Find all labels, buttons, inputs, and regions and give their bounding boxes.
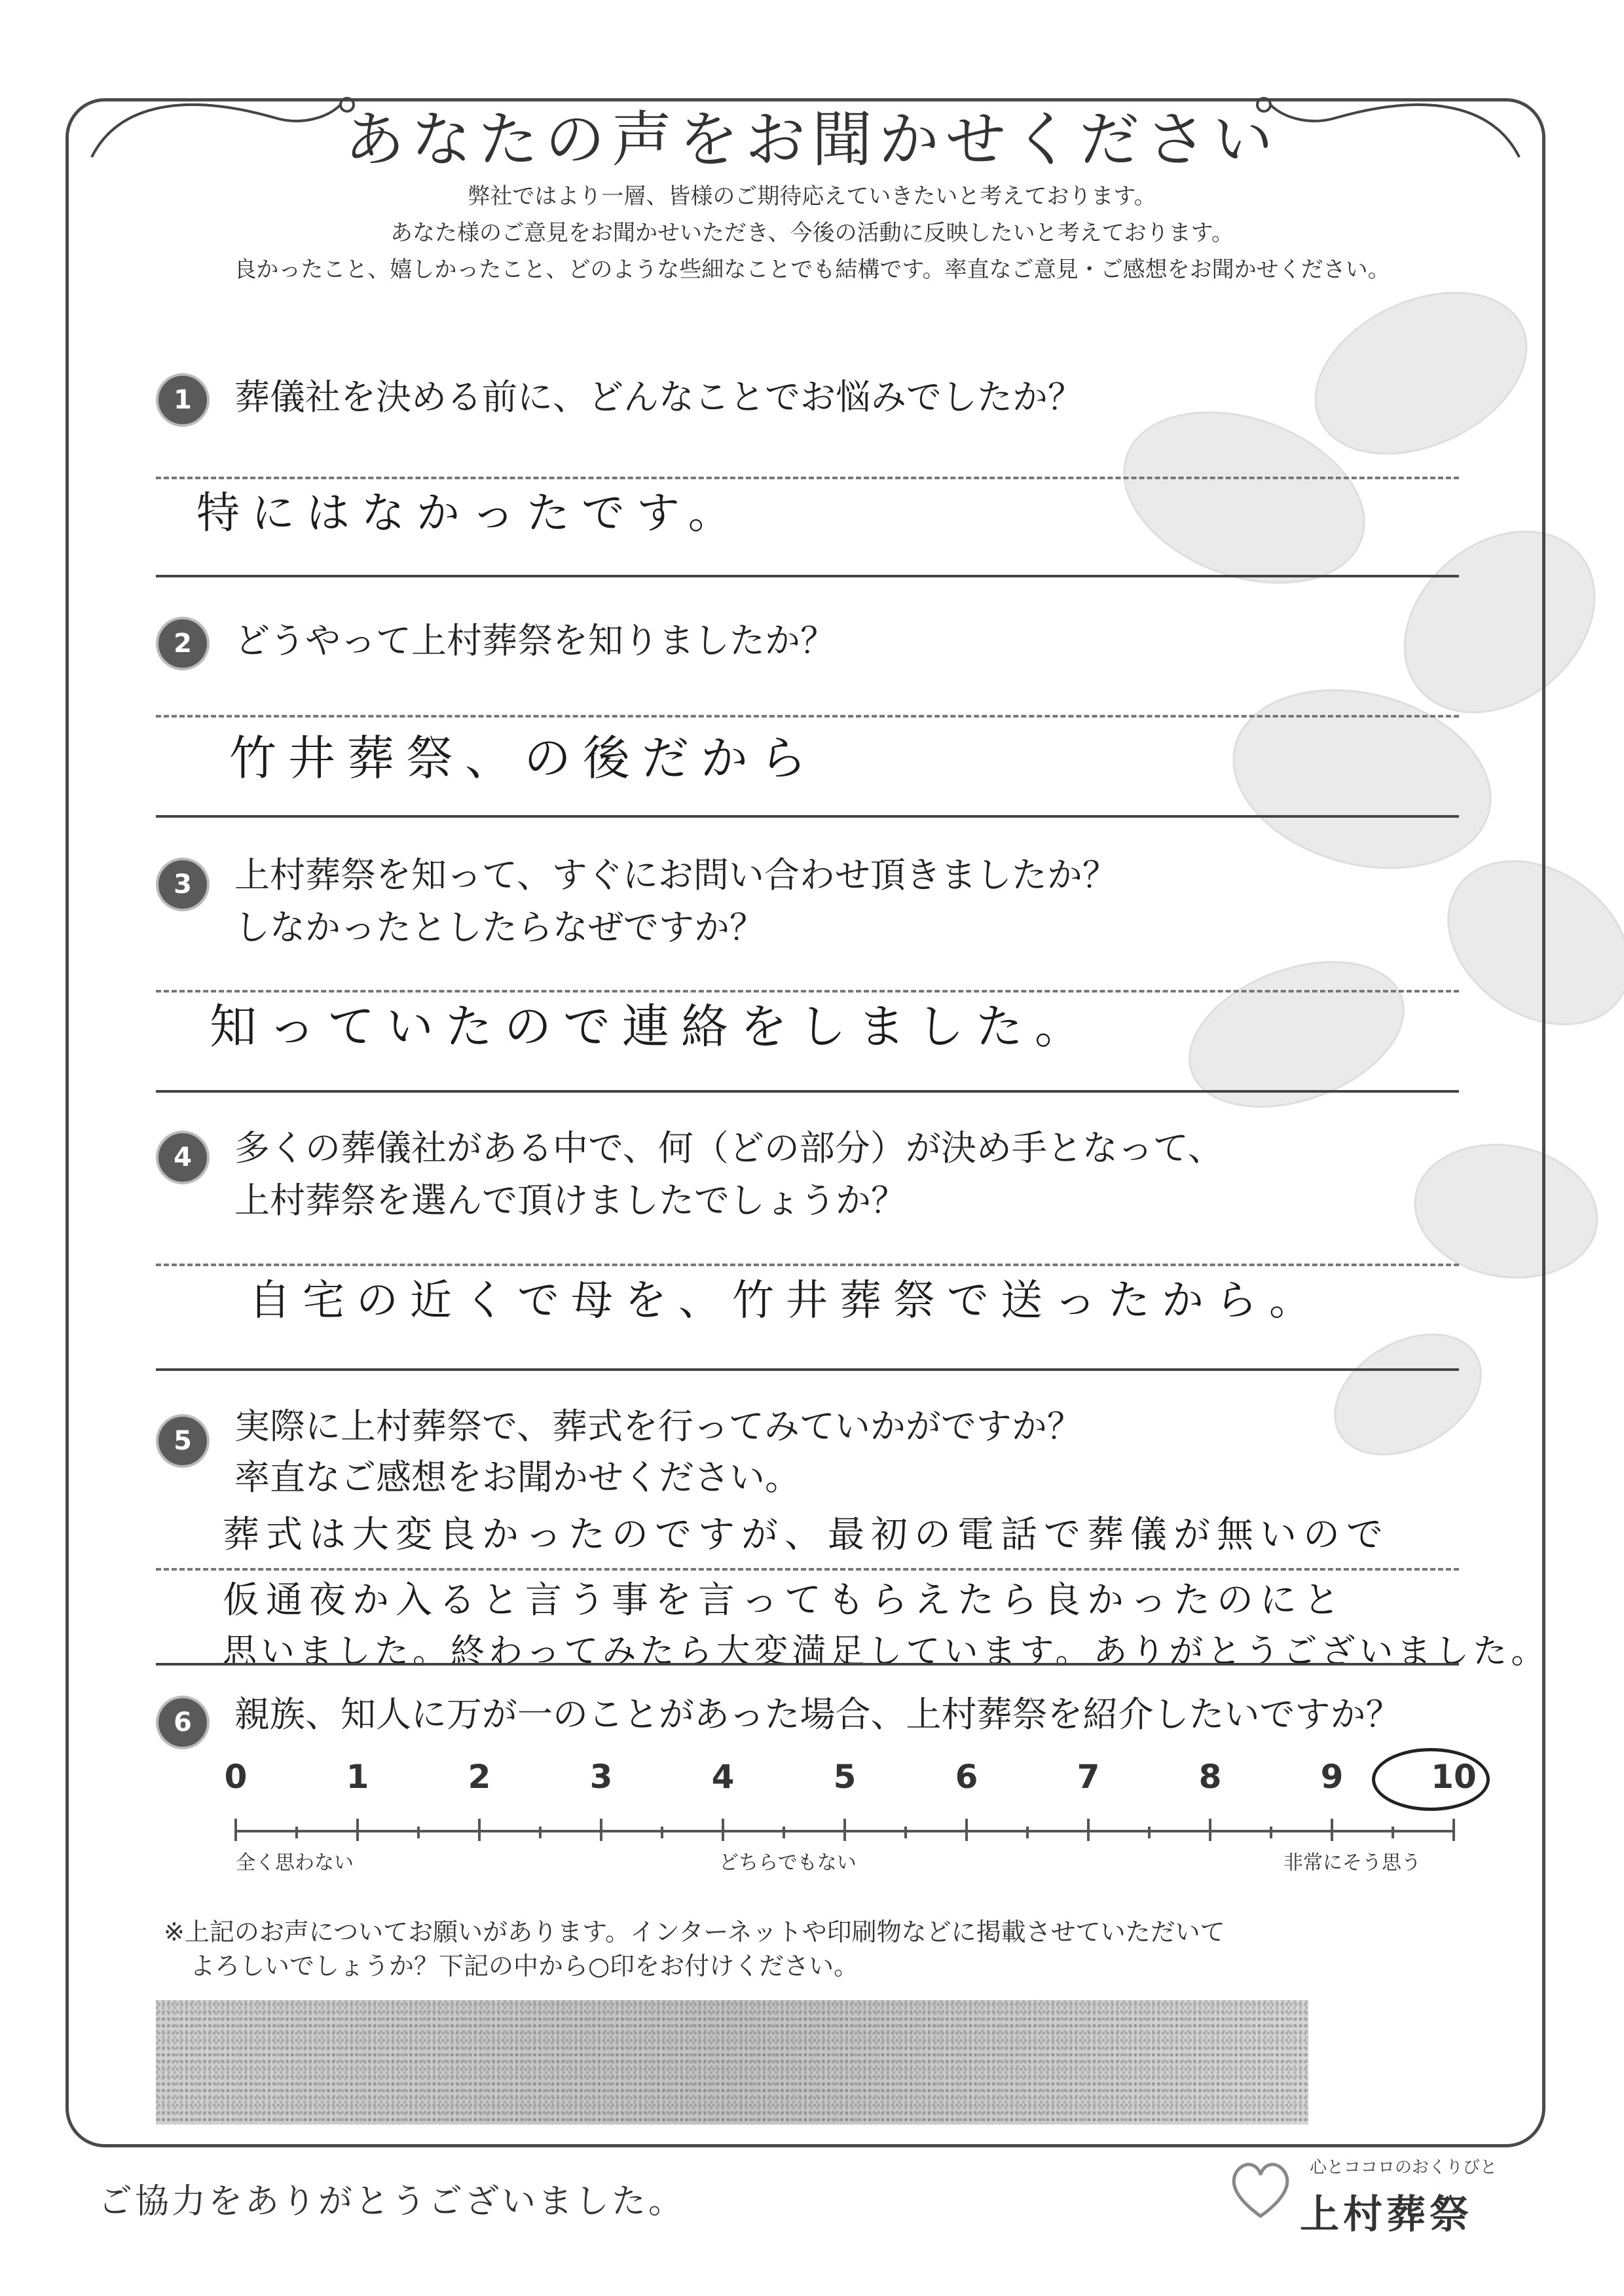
scale-tick: [1087, 1819, 1090, 1841]
handwritten-answer: 葬式は大変良かったのですが、最初の電話で葬儀が無いので: [223, 1514, 1390, 1556]
scale-label-low: 全く思わない: [236, 1851, 354, 1874]
question-text: 率直なご感想をお聞かせください。: [234, 1457, 800, 1498]
intro-text: [0, 178, 1624, 288]
survey-title: あなたの声をお聞かせください: [344, 105, 1280, 175]
scale-minor-tick: [1392, 1827, 1394, 1838]
logo-tagline: 心とココロのおくりびと: [1310, 2158, 1498, 2178]
scale-minor-tick: [295, 1827, 298, 1838]
question-number-badge: 3: [156, 858, 210, 911]
heart-logo-icon: [1225, 2154, 1297, 2226]
question-text: 親族、知人に万が一のことがあった場合、上村葬祭を紹介したいですか？: [234, 1694, 1401, 1735]
publication-note: よろしいでしょうか？下記の中から○印をお付けください。: [190, 1952, 859, 1980]
question-text: 実際に上村葬祭で、葬式を行ってみていかがですか？: [234, 1406, 1082, 1447]
handwritten-answer: 仮通夜か入ると言う事を言ってもらえたら良かったのにと: [223, 1579, 1346, 1622]
scale-tick: [1209, 1819, 1211, 1841]
section-divider: [156, 1368, 1459, 1371]
thanks-message: ご協力をありがとうございました。: [98, 2182, 686, 2221]
scale-tick: [1331, 1819, 1333, 1841]
handwritten-answer: 思いました。終わってみたら大変満足しています。ありがとうございました。: [223, 1632, 1549, 1671]
scale-number: 10: [1431, 1758, 1477, 1796]
question-text: 上村葬祭を知って、すぐにお問い合わせ頂きましたか？: [234, 854, 1118, 896]
scale-tick: [1452, 1819, 1455, 1841]
intro-line: 良かったこと、嬉しかったこと、どのような些細なことでも結構です。率直なご意見・ご感想をお聞かせください。: [234, 257, 1390, 283]
scale-number: 4: [711, 1758, 735, 1796]
scale-label-high: 非常にそう思う: [1283, 1851, 1421, 1874]
scale-number: 6: [955, 1758, 978, 1796]
scale-number: 0: [224, 1758, 248, 1796]
scale-tick: [478, 1819, 481, 1841]
question-text: しなかったとしたらなぜですか？: [234, 907, 765, 948]
scale-number: 9: [1320, 1758, 1344, 1796]
scale-number: 1: [346, 1758, 369, 1796]
answer-guide-line: [156, 1568, 1459, 1571]
selected-rating-circle: [1372, 1748, 1490, 1811]
scale-minor-tick: [1148, 1827, 1151, 1838]
question-number-badge: 1: [156, 373, 210, 427]
section-divider: [156, 1090, 1459, 1093]
intro-line: 弊社ではより一層、皆様のご期待応えていきたいと考えております。: [468, 183, 1156, 210]
section-divider: [156, 1663, 1459, 1666]
answer-guide-line: [156, 1264, 1459, 1266]
handwritten-answer: 知っていたので連絡をしました。: [210, 999, 1094, 1054]
scale-minor-tick: [904, 1827, 907, 1838]
publication-note: ※上記のお声についてお願いがあります。インターネットや印刷物などに掲載させていただいて: [164, 1918, 1225, 1946]
scale-number: 3: [589, 1758, 613, 1796]
scale-tick: [356, 1819, 359, 1841]
question-number-badge: 6: [156, 1696, 210, 1749]
scale-number: 2: [468, 1758, 491, 1796]
question-text: 上村葬祭を選んで頂けましたでしょうか？: [234, 1180, 906, 1221]
scale-tick: [965, 1819, 968, 1841]
question-number-badge: 4: [156, 1131, 210, 1184]
scale-number: 8: [1198, 1758, 1222, 1796]
scale-minor-tick: [661, 1827, 663, 1838]
handwritten-answer: 特にはなかったです。: [196, 488, 743, 538]
scale-label-mid: どちらでもない: [719, 1851, 857, 1874]
scale-tick: [234, 1819, 237, 1841]
handwritten-answer: 自宅の近くで母を、竹井葬祭で送ったから。: [249, 1277, 1323, 1325]
question-text: どうやって上村葬祭を知りましたか？: [234, 620, 836, 661]
redacted-area: [156, 2000, 1308, 2124]
scale-tick: [843, 1819, 846, 1841]
company-logo-name: 上村葬祭: [1300, 2192, 1473, 2238]
scale-minor-tick: [539, 1827, 542, 1838]
section-divider: [156, 575, 1459, 577]
scale-number: 5: [833, 1758, 857, 1796]
handwritten-answer: 竹井葬祭、の後だから: [229, 731, 819, 786]
scale-tick: [722, 1819, 724, 1841]
intro-line: あなた様のご意見をお聞かせいただき、今後の活動に反映したいと考えております。: [390, 220, 1234, 246]
section-divider: [156, 815, 1459, 818]
scale-minor-tick: [783, 1827, 785, 1838]
question-text: 葬儀社を決める前に、どんなことでお悩みでしたか？: [234, 376, 1083, 418]
scale-minor-tick: [1270, 1827, 1272, 1838]
question-number-badge: 5: [156, 1414, 210, 1468]
scale-tick: [600, 1819, 602, 1841]
scale-number: 7: [1077, 1758, 1100, 1796]
scale-minor-tick: [1026, 1827, 1029, 1838]
question-number-badge: 2: [156, 617, 210, 670]
question-text: 多くの葬儀社がある中で、何（どの部分）が決め手となって、: [234, 1127, 1223, 1169]
scale-minor-tick: [417, 1827, 420, 1838]
answer-guide-line: [156, 715, 1459, 718]
